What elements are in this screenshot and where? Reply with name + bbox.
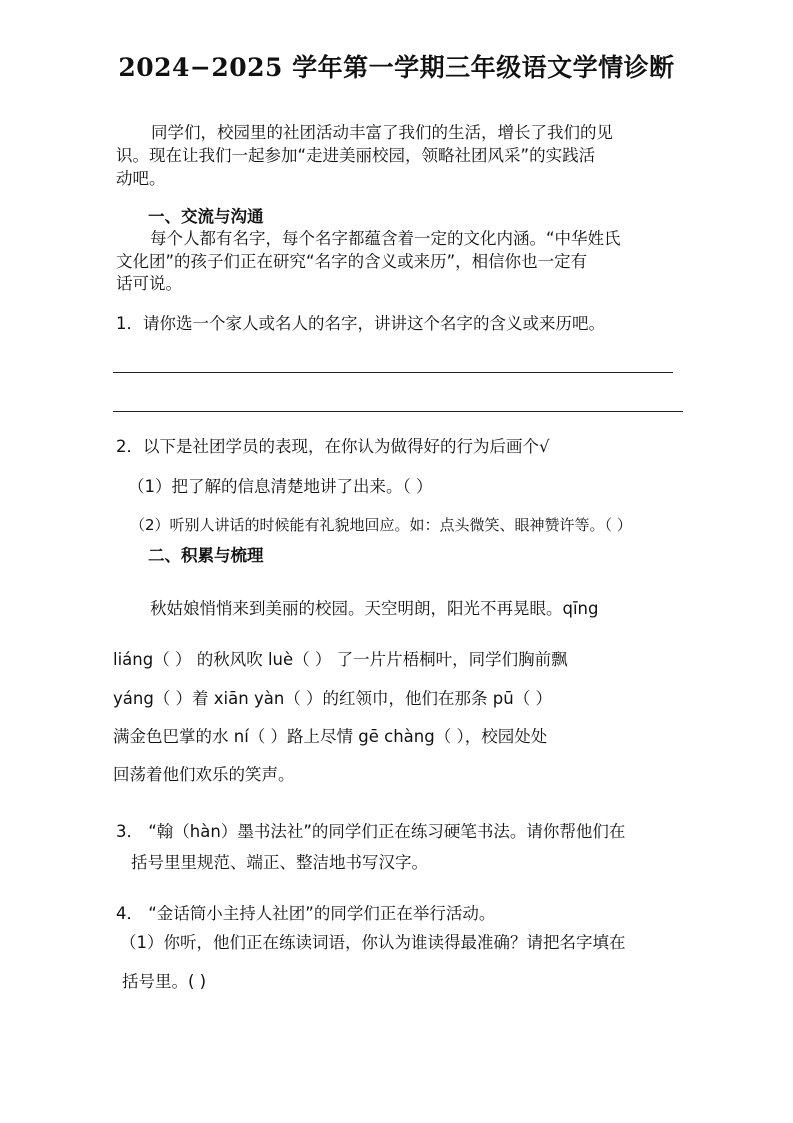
section-heading-2: 二、积累与梳理 xyxy=(148,546,264,565)
question-2-stem: 2．以下是社团学员的表现，在你认为做得好的行为后画个√ xyxy=(116,437,550,456)
section2-line-4: 满金色巴掌的水 ní（ ）路上尽情 gē chàng（ ），校园处处 xyxy=(113,727,548,746)
question-4-line-3: 括号里。( ) xyxy=(122,972,207,991)
question-3-line-1: 3． “翰（hàn）墨书法社”的同学们正在练习硬笔书法。请你帮他们在 xyxy=(116,822,626,841)
section2-line-2: liáng（ ） 的秋风吹 luè（ ） 了一片片梧桐叶，同学们胸前飘 xyxy=(113,650,568,669)
section1-paragraph-line-3: 话可说。 xyxy=(116,274,182,293)
question-2-item-2: （2）听别人讲话的时候能有礼貌地回应。如：点头微笑、眼神赞许等。（ ） xyxy=(130,516,632,534)
section1-paragraph-line-2: 文化团”的孩子们正在研究“名字的含义或来历”，相信你也一定有 xyxy=(116,252,588,271)
section2-line-1: 秋姑娘悄悄来到美丽的校园。天空明朗，阳光不再晃眼。qīng xyxy=(150,599,599,618)
intro-line-2: 识。现在让我们一起参加“走进美丽校园，领略社团风采”的实践活 xyxy=(116,146,596,165)
section1-paragraph-line-1: 每个人都有名字，每个名字都蕴含着一定的文化内涵。“中华姓氏 xyxy=(150,229,621,248)
question-1: 1．请你选一个家人或名人的名字，讲讲这个名字的含义或来历吧。 xyxy=(116,314,605,333)
answer-line-2[interactable] xyxy=(113,411,683,412)
answer-line-1[interactable] xyxy=(113,372,673,373)
question-3-line-2: 括号里里规范、端正、整洁地书写汉字。 xyxy=(131,853,428,872)
page-title: 2024−2025 学年第一学期三年级语文学情诊断 xyxy=(118,53,675,82)
question-4-line-2: （1）你听，他们正在练读词语，你认为谁读得最准确？请把名字填在 xyxy=(120,933,626,952)
question-4-line-1: 4． “金话筒小主持人社团”的同学们正在举行活动。 xyxy=(116,904,496,923)
question-2-item-1: （1）把了解的信息清楚地讲了出来。（ ） xyxy=(128,477,433,496)
section-heading-1: 一、交流与沟通 xyxy=(148,207,264,226)
section2-line-5: 回荡着他们欢乐的笑声。 xyxy=(113,765,295,784)
section2-line-3: yáng（ ）着 xiān yàn（ ）的红领巾，他们在那条 pū（ ） xyxy=(113,689,552,708)
intro-line-1: 同学们，校园里的社团活动丰富了我们的生活，增长了我们的见 xyxy=(151,123,613,142)
intro-line-3: 动吧。 xyxy=(116,169,166,188)
